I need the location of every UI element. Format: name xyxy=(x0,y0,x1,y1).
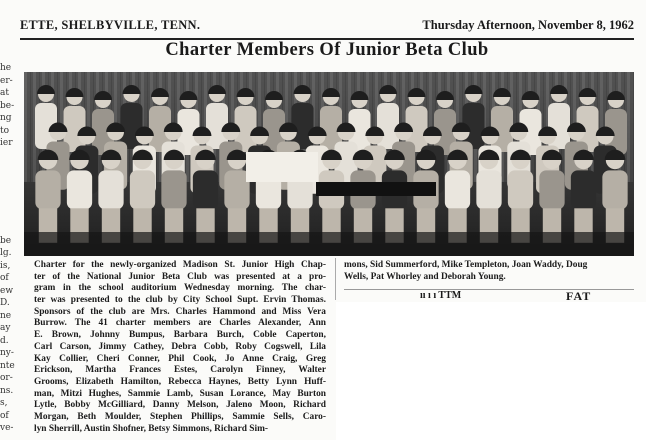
fragment-word: ay xyxy=(0,323,11,333)
fragment-word: he xyxy=(0,63,12,73)
caption-line: lyn Sherrill, Austin Shofner, Betsy Simmons, Richard Sim- xyxy=(34,423,269,434)
caption-line: mons, Sid Summerford, Mike Templeton, Joan Waddy, Doug xyxy=(344,260,588,270)
caption-line: Erickson, Martha Frances Estes, Carolyn Finney, Walter xyxy=(34,365,326,376)
adjacent-column-fragment xyxy=(0,62,20,432)
photo-charter-board xyxy=(246,152,318,182)
caption-line: Sponsors of the club are Mrs. Charles Hammond and Miss Vera xyxy=(34,306,326,317)
caption-line: Charter for the newly-organized Madison St. Junior High Chap- xyxy=(34,260,326,270)
blank-area xyxy=(336,302,646,440)
fragment-word: of xyxy=(0,410,9,421)
caption-line: Burrow. The 41 charter members are Charles Alexander, Ann xyxy=(34,318,326,329)
fragment-word: d. xyxy=(0,335,9,346)
fragment-word: be- xyxy=(0,100,15,111)
photo-caption-continued xyxy=(344,260,634,283)
caption-line: ter was presented to the club by City School Supt. Ervin Thomas. xyxy=(34,295,326,306)
caption-line: Morgan, Beth Moulder, Stephen Phillips, Sammie Sells, Caro- xyxy=(34,411,326,422)
photo-caption xyxy=(34,260,326,435)
caption-line: gram in the school auditorium Wednesday morning. The char- xyxy=(34,283,326,294)
caption-line: Carl Carson, Jimmy Cathey, Debra Cobb, Roby Cogswell, Lila xyxy=(34,341,326,352)
fragment-word: D. xyxy=(0,298,10,308)
fragment-word: ne xyxy=(0,310,12,321)
caption-line: Wells, Pat Whorley and Deborah Young. xyxy=(344,271,506,282)
page-edge xyxy=(326,300,336,440)
masthead xyxy=(20,16,634,40)
next-article-fragment xyxy=(344,289,634,302)
caption-line: man, Mitzi Hughes, Sammie Lamb, Susan Lorance, May Burton xyxy=(34,388,326,399)
fragment-word: ve- xyxy=(0,423,14,432)
fragment-word: lg. xyxy=(0,248,12,258)
fragment-word: be xyxy=(0,235,12,246)
caption-line: ter of the National Junior Beta Club was presented at a pro- xyxy=(34,271,326,282)
group-photo-image xyxy=(24,72,634,256)
fragment-word: ng xyxy=(0,113,12,123)
fragment-word: ny- xyxy=(0,348,14,358)
fragment-word: s, xyxy=(0,398,8,408)
fragment-word: ier xyxy=(0,138,13,148)
fragment-word: ns. xyxy=(0,385,14,396)
photo-figure xyxy=(605,91,627,155)
dateline: Thursday Afternoon, November 8, 1962 xyxy=(422,18,634,32)
photo-table xyxy=(316,182,436,196)
fragment-word: ew xyxy=(0,285,14,296)
caption-line: Lytle, Bobby McGilliard, Danny Melson, Jaleno Moon, Richard xyxy=(34,400,326,411)
fragment-word: nte xyxy=(0,360,15,371)
fragment-word: is, xyxy=(0,260,11,271)
fragment-word: er- xyxy=(0,75,13,86)
fragment-text: ıı ı ı TTM xyxy=(420,290,462,301)
caption-line: Kay Collier, Cheri Conner, Phil Cook, Jo Anne Craig, Greg xyxy=(34,353,326,364)
fragment-heading: FAT xyxy=(566,289,592,302)
fragment-word: or- xyxy=(0,373,13,383)
photo-figure xyxy=(35,85,57,149)
fragment-word: at xyxy=(0,88,9,98)
group-photo xyxy=(24,72,634,256)
fragment-word: to xyxy=(0,125,10,136)
article-headline: Charter Members Of Junior Beta Club xyxy=(165,40,489,60)
photo-figure xyxy=(463,85,485,149)
caption-line: E. Brown, Johnny Bumpus, Barbara Burch, Coble Caperton, xyxy=(34,330,326,341)
caption-line: Grooms, Elizabeth Hamilton, Rebecca Haynes, Betty Lynn Huff- xyxy=(34,376,326,387)
fragment-word: of xyxy=(0,273,9,283)
paper-name: ETTE, SHELBYVILLE, TENN. xyxy=(20,18,201,32)
